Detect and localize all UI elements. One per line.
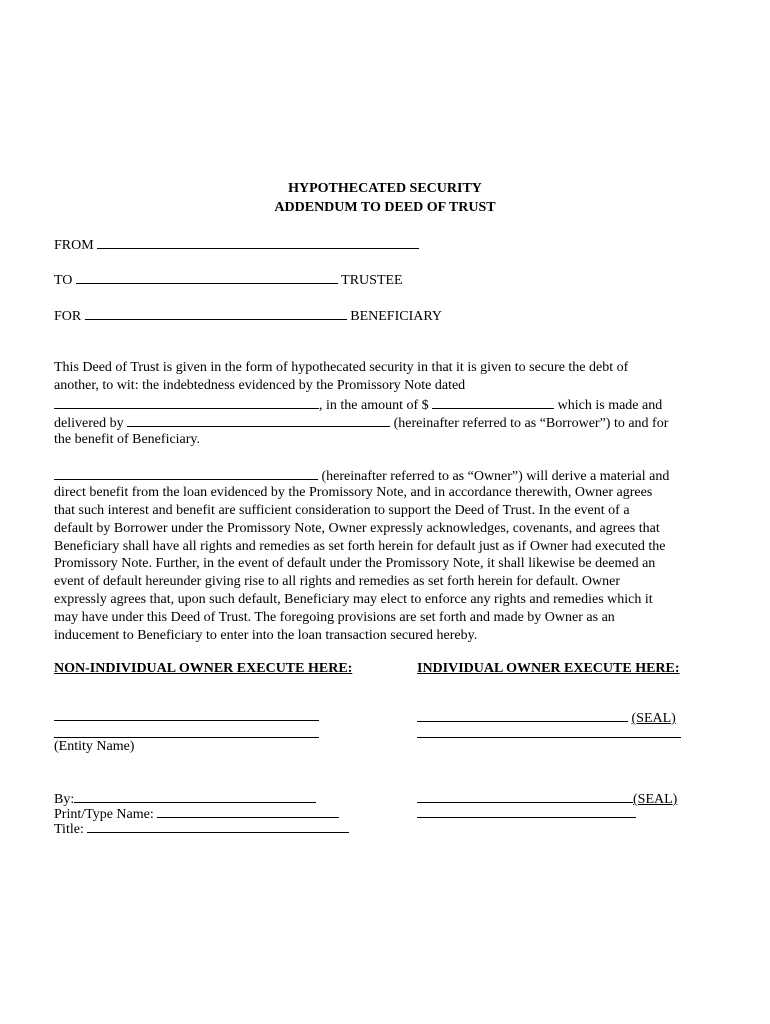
made-delivered-text: which is made and bbox=[557, 397, 663, 413]
paragraph-line: the benefit of Beneficiary. bbox=[54, 431, 201, 447]
from-blank[interactable] bbox=[97, 235, 419, 249]
paragraph-line: direct benefit from the loan evidenced by the Promissory Note, and in accordance therewith, Owner agrees bbox=[54, 484, 653, 500]
borrower-blank[interactable] bbox=[127, 413, 390, 427]
trustee-label: TRUSTEE bbox=[341, 273, 403, 288]
amount-blank[interactable] bbox=[432, 395, 554, 409]
by-blank[interactable] bbox=[74, 789, 316, 803]
paragraph-line: inducement to Beneficiary to enter into the loan transaction secured hereby. bbox=[54, 628, 478, 644]
document-title-line-2: ADDENDUM TO DEED OF TRUST bbox=[274, 200, 496, 215]
paragraph-1 bbox=[54, 359, 724, 448]
paragraph-2 bbox=[54, 466, 724, 645]
entity-name-label: (Entity Name) bbox=[54, 739, 135, 754]
paragraph-line: that such interest and benefit are sufficient consideration to support the Deed of Trust. In the event of a bbox=[54, 502, 630, 518]
delivered-by-text: delivered by bbox=[54, 415, 124, 431]
paragraph-line: Beneficiary shall have all rights and remedies as set forth herein for default just as if Owner had executed the bbox=[54, 538, 666, 554]
paragraph-line bbox=[54, 395, 724, 413]
entity-signature-line-2[interactable] bbox=[54, 737, 319, 738]
title-blank[interactable] bbox=[87, 819, 349, 833]
paragraph-line: Promissory Note. Further, in the event of default under the Promissory Note, it shall likewise be deemed an bbox=[54, 556, 656, 572]
from-label: FROM bbox=[54, 238, 94, 253]
title-label: Title: bbox=[54, 822, 84, 837]
entity-signature-line-1[interactable] bbox=[54, 720, 319, 721]
document-title-line-1: HYPOTHECATED SECURITY bbox=[288, 181, 482, 196]
paragraph-line: expressly agrees that, upon such default, Beneficiary may elect to enforce any rights and remedies which it bbox=[54, 592, 653, 608]
seal-row-1 bbox=[417, 708, 676, 727]
individual-signature-line-1[interactable] bbox=[417, 708, 628, 722]
print-name-label: Print/Type Name: bbox=[54, 807, 154, 822]
paragraph-line bbox=[54, 413, 724, 431]
paragraph-line: This Deed of Trust is given in the form of hypothecated security in that it is given to secure the debt of bbox=[54, 360, 629, 375]
for-blank[interactable] bbox=[85, 306, 347, 320]
paragraph-line bbox=[54, 466, 724, 484]
seal-row-2 bbox=[417, 789, 677, 808]
seal-label-2: (SEAL) bbox=[633, 792, 678, 807]
note-date-blank[interactable] bbox=[54, 395, 319, 409]
print-name-blank[interactable] bbox=[157, 804, 339, 818]
seal-label-1: (SEAL) bbox=[631, 711, 676, 726]
owner-text: (hereinafter referred to as “Owner”) will derive a material and bbox=[321, 469, 670, 484]
by-label: By: bbox=[54, 792, 75, 807]
individual-signature-line-2[interactable] bbox=[417, 789, 633, 803]
to-label: TO bbox=[54, 273, 73, 288]
paragraph-line: event of default hereunder giving rise to all rights and remedies as set forth herein for default. Owner bbox=[54, 574, 621, 590]
for-label: FOR bbox=[54, 309, 82, 324]
paragraph-line: default by Borrower under the Promissory Note, Owner expressly acknowledges, covenants, and agrees that bbox=[54, 520, 660, 536]
owner-blank[interactable] bbox=[54, 466, 318, 480]
individual-signature-underline-2[interactable] bbox=[417, 817, 636, 818]
non-individual-heading: NON-INDIVIDUAL OWNER EXECUTE HERE: bbox=[54, 661, 353, 676]
amount-text: , in the amount of $ bbox=[319, 397, 429, 413]
to-blank[interactable] bbox=[76, 270, 338, 284]
beneficiary-label: BENEFICIARY bbox=[350, 309, 443, 324]
to-row bbox=[54, 270, 403, 289]
for-row bbox=[54, 306, 442, 325]
paragraph-line: may have under this Deed of Trust. The foregoing provisions are set forth and made by Owner as an bbox=[54, 610, 615, 626]
from-row bbox=[54, 235, 419, 254]
individual-signature-underline-1[interactable] bbox=[417, 737, 681, 738]
borrower-text: (hereinafter referred to as “Borrower”) to and for bbox=[393, 415, 669, 431]
individual-heading: INDIVIDUAL OWNER EXECUTE HERE: bbox=[417, 661, 680, 676]
paragraph-line: another, to wit: the indebtedness evidenced by the Promissory Note dated bbox=[54, 377, 466, 393]
title-row bbox=[54, 819, 349, 838]
